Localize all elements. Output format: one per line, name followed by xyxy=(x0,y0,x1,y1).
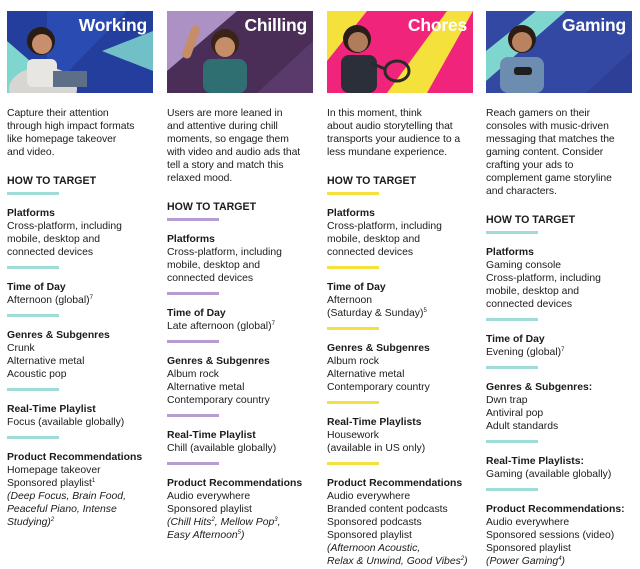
genres-section xyxy=(327,342,475,404)
genre-item: Album rock xyxy=(167,369,219,380)
chores-banner xyxy=(327,11,473,93)
footnote-ref: 2 xyxy=(211,517,215,523)
recommendation-item: Sponsored playlist xyxy=(7,478,92,489)
punctuation: , xyxy=(277,517,281,528)
platforms-section xyxy=(327,207,475,269)
platforms-section xyxy=(7,207,155,269)
recommendations-section xyxy=(327,477,475,568)
time-of-day-title: Time of Day xyxy=(327,282,386,293)
intro-line: messaging that matches the xyxy=(486,134,615,145)
time-of-day-section xyxy=(7,281,155,317)
platforms-line: connected devices xyxy=(327,247,414,258)
platforms-line: connected devices xyxy=(486,299,573,310)
column-chilling xyxy=(167,11,315,542)
playlist-section xyxy=(167,429,315,465)
divider xyxy=(7,266,59,269)
intro-line: and attentive during chill xyxy=(167,121,278,132)
playlist-section xyxy=(7,403,155,439)
genres-title: Genres & Subgenres xyxy=(167,356,270,367)
how-to-target-heading: HOW TO TARGET xyxy=(327,175,417,187)
recommendations-title: Product Recommendations xyxy=(327,478,463,489)
how-to-target-heading: HOW TO TARGET xyxy=(167,201,257,213)
how-to-target-heading: HOW TO TARGET xyxy=(486,214,576,226)
playlist-names: Studying) xyxy=(7,517,51,528)
divider xyxy=(327,266,379,269)
genre-item: Dwn trap xyxy=(486,395,528,406)
recommendation-item: Audio everywhere xyxy=(167,491,251,502)
genre-item: Antiviral pop xyxy=(486,408,544,419)
time-of-day-section xyxy=(167,307,315,343)
platforms-line: mobile, desktop and xyxy=(7,234,100,245)
playlist-section xyxy=(486,455,634,491)
column-gaming xyxy=(486,11,634,568)
divider xyxy=(327,462,379,465)
playlist-value: Gaming (available globally) xyxy=(486,469,612,480)
working-banner xyxy=(7,11,153,93)
playlist-section xyxy=(327,416,475,465)
playlist-names: (Afternoon Acoustic, xyxy=(327,543,421,554)
platforms-line: Cross-platform, including xyxy=(167,247,282,258)
time-of-day-value: Evening (global) xyxy=(486,347,562,358)
playlist-names: (Chill Hits xyxy=(167,517,212,528)
playlist-title: Real-Time Playlists xyxy=(327,417,422,428)
gaming-intro xyxy=(486,107,634,198)
platforms-section xyxy=(486,246,634,321)
platforms-line: mobile, desktop and xyxy=(327,234,420,245)
genres-title: Genres & Subgenres xyxy=(327,343,430,354)
chores-title: Chores xyxy=(407,15,467,35)
how-to-target-heading: HOW TO TARGET xyxy=(7,175,97,187)
playlist-names: Relax & Unwind, Good Vibes xyxy=(327,556,461,567)
recommendation-item: Audio everywhere xyxy=(327,491,411,502)
genre-item: Alternative metal xyxy=(327,369,405,380)
time-of-day-section xyxy=(327,281,475,330)
footnote-ref: 7 xyxy=(271,321,275,327)
footnote-ref: 1 xyxy=(91,478,96,484)
divider xyxy=(7,192,59,195)
genre-item: Alternative metal xyxy=(167,382,245,393)
intro-line: In this moment, think xyxy=(327,108,422,119)
genre-item: Album rock xyxy=(327,356,379,367)
divider xyxy=(7,388,59,391)
divider xyxy=(327,192,379,195)
platforms-title: Platforms xyxy=(167,234,215,245)
time-of-day-title: Time of Day xyxy=(486,334,545,345)
intro-line: crafting your ads to xyxy=(486,160,574,171)
working-intro xyxy=(7,107,155,159)
genre-item: Contemporary country xyxy=(167,395,270,406)
punctuation: ) xyxy=(464,556,468,567)
divider xyxy=(486,440,538,443)
recommendation-item: Sponsored podcasts xyxy=(327,517,422,528)
time-of-day-title: Time of Day xyxy=(7,282,66,293)
recommendations-title: Product Recommendations xyxy=(7,452,143,463)
footnote-ref: 7 xyxy=(561,347,565,353)
genre-item: Adult standards xyxy=(486,421,559,432)
playlist-title: Real-Time Playlist xyxy=(7,404,96,415)
recommendation-item: Sponsored sessions (video) xyxy=(486,530,615,541)
recommendation-item: Sponsored playlist xyxy=(486,543,571,554)
footnote-ref: 5 xyxy=(237,530,242,536)
divider xyxy=(167,414,219,417)
intro-line: gaming content. Consider xyxy=(486,147,604,158)
intro-line: complement game storyline xyxy=(486,173,612,184)
intro-line: moments, so engage them xyxy=(167,134,289,145)
intro-line: with video and audio ads that xyxy=(167,147,301,158)
divider xyxy=(486,231,538,234)
divider xyxy=(327,401,379,404)
playlist-value: Housework xyxy=(327,430,379,441)
time-of-day-section xyxy=(486,333,634,369)
recommendation-item: Homepage takeover xyxy=(7,465,101,476)
genre-item: Alternative metal xyxy=(7,356,85,367)
divider xyxy=(167,462,219,465)
recommendation-item: Branded content podcasts xyxy=(327,504,448,515)
recommendations-section xyxy=(486,503,634,568)
chilling-intro xyxy=(167,107,315,185)
time-of-day-title: Time of Day xyxy=(167,308,226,319)
divider xyxy=(327,327,379,330)
genres-title: Genres & Subgenres: xyxy=(486,382,593,393)
intro-line: Users are more leaned in xyxy=(167,108,283,119)
gaming-banner xyxy=(486,11,632,93)
platforms-line: mobile, desktop and xyxy=(486,286,579,297)
footnote-ref: 3 xyxy=(274,517,278,523)
column-working xyxy=(7,11,155,529)
intro-line: Capture their attention xyxy=(7,108,109,119)
playlist-title: Real-Time Playlists: xyxy=(486,456,584,467)
platforms-title: Platforms xyxy=(486,247,534,258)
punctuation: ) xyxy=(561,556,565,567)
column-chores xyxy=(327,11,475,568)
playlist-value: (available in US only) xyxy=(327,443,426,454)
intro-line: consoles with music-driven xyxy=(486,121,609,132)
recommendations-title: Product Recommendations xyxy=(167,478,303,489)
playlist-names: , Mellow Pop xyxy=(214,517,275,528)
playlist-names: Peaceful Piano, Intense xyxy=(7,504,117,515)
footnote-ref: 7 xyxy=(89,295,93,301)
playlist-value: Chill (available globally) xyxy=(167,443,277,454)
time-of-day-value: Late afternoon (global) xyxy=(167,321,272,332)
footnote-ref: 4 xyxy=(558,556,562,562)
intro-line: and characters. xyxy=(486,186,557,197)
intro-line: through high impact formats xyxy=(7,121,135,132)
recommendation-item: Sponsored playlist xyxy=(327,530,412,541)
platforms-section xyxy=(167,233,315,295)
intro-line: like homepage takeover xyxy=(7,134,117,145)
intro-line: Reach gamers on their xyxy=(486,108,591,119)
genres-title: Genres & Subgenres xyxy=(7,330,110,341)
gaming-title: Gaming xyxy=(562,15,626,35)
playlist-value: Focus (available globally) xyxy=(7,417,125,428)
recommendation-item: Audio everywhere xyxy=(486,517,570,528)
platforms-line: mobile, desktop and xyxy=(167,260,260,271)
platforms-line: Cross-platform, including xyxy=(486,273,601,284)
intro-line: and video. xyxy=(7,147,55,158)
divider xyxy=(7,314,59,317)
genres-section xyxy=(167,355,315,417)
playlist-names: Easy Afternoon xyxy=(167,530,238,541)
footnote-ref: 2 xyxy=(460,556,465,562)
time-of-day-value: Afternoon (global) xyxy=(7,295,90,306)
chilling-title: Chilling xyxy=(244,15,307,35)
platforms-line: Cross-platform, including xyxy=(327,221,442,232)
platforms-line: Cross-platform, including xyxy=(7,221,122,232)
platforms-line: connected devices xyxy=(7,247,94,258)
divider xyxy=(7,436,59,439)
working-title: Working xyxy=(78,15,147,35)
recommendations-title: Product Recommendations: xyxy=(486,504,625,515)
footnote-ref: 5 xyxy=(423,308,427,314)
platforms-title: Platforms xyxy=(327,208,375,219)
intro-line: about audio storytelling that xyxy=(327,121,453,132)
divider xyxy=(486,366,538,369)
divider xyxy=(486,488,538,491)
genres-section xyxy=(7,329,155,391)
intro-line: transports your audience to a xyxy=(327,134,461,145)
recommendations-section xyxy=(167,477,315,542)
divider xyxy=(167,292,219,295)
recommendation-item: Sponsored playlist xyxy=(167,504,252,515)
chilling-banner xyxy=(167,11,313,93)
recommendations-section xyxy=(7,451,155,529)
genre-item: Contemporary country xyxy=(327,382,430,393)
genre-item: Acoustic pop xyxy=(7,369,67,380)
platforms-line: Gaming console xyxy=(486,260,562,271)
intro-line: tell a story and match this xyxy=(167,160,284,171)
time-of-day-value: Afternoon xyxy=(327,295,373,306)
time-of-day-value: (Saturday & Sunday) xyxy=(327,308,424,319)
genres-section xyxy=(486,381,634,443)
punctuation: ) xyxy=(241,530,245,541)
playlist-names: (Power Gaming xyxy=(486,556,559,567)
platforms-title: Platforms xyxy=(7,208,55,219)
divider xyxy=(167,340,219,343)
intro-line: relaxed mood. xyxy=(167,173,233,184)
chores-intro xyxy=(327,107,475,159)
genre-item: Crunk xyxy=(7,343,35,354)
platforms-line: connected devices xyxy=(167,273,254,284)
playlist-title: Real-Time Playlist xyxy=(167,430,256,441)
footnote-ref: 2 xyxy=(50,517,55,523)
divider xyxy=(486,318,538,321)
intro-line: less mundane experience. xyxy=(327,147,448,158)
divider xyxy=(167,218,219,221)
playlist-names: (Deep Focus, Brain Food, xyxy=(7,491,126,502)
